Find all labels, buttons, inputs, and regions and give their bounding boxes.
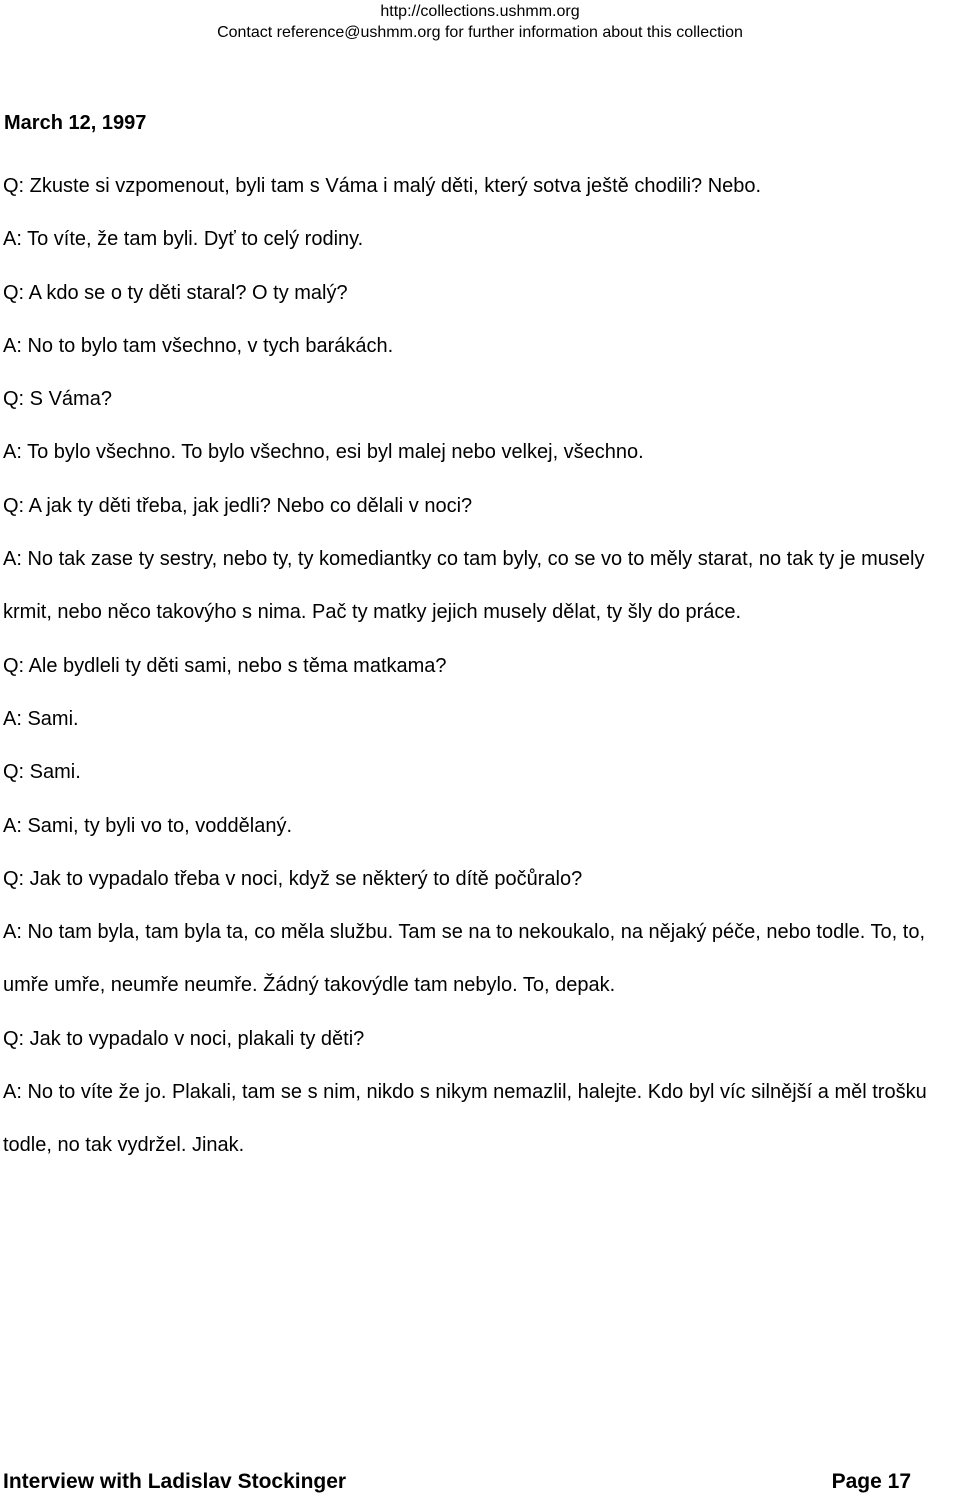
transcript-line: Q: Sami.: [3, 761, 81, 784]
transcript-line: Q: Zkuste si vzpomenout, byli tam s Váma i malý děti, který sotva ještě chodili? Nebo.: [3, 175, 762, 197]
transcript-line: Q: A kdo se o ty děti staral? O ty malý?: [3, 281, 348, 304]
transcript-line: A: No to víte že jo. Plakali, tam se s nim, nikdo s nikym nemazlil, halejte. Kdo byl víc silnější a měl trošku todle, no tak vydržel. Jinak.: [3, 1081, 927, 1157]
transcript-line: A: To víte, že tam byli. Dyť to celý rodiny.: [3, 228, 364, 251]
contact-note: Contact reference@ushmm.org for further information about this collection: [217, 24, 743, 41]
transcript-line: A: No to bylo tam všechno, v tych barákách.: [3, 334, 394, 357]
transcript-line: Q: Jak to vypadalo třeba v noci, když se některý to dítě počůralo?: [3, 867, 583, 890]
transcript-line: Q: Ale bydleli ty děti sami, nebo s těma matkama?: [3, 654, 447, 677]
interview-title: Interview with Ladislav Stockinger: [3, 1470, 347, 1493]
page-header: [0, 0, 960, 43]
transcript-line: A: Sami.: [3, 707, 79, 730]
transcript-line: Q: Jak to vypadalo v noci, plakali ty děti?: [3, 1027, 365, 1050]
transcript-line: A: No tak zase ty sestry, nebo ty, ty komediantky co tam byly, co se vo to měly starat, no tak ty je musely krmit, nebo něco takovýho s nima. Pač ty matky jejich musely dělat, ty šly do práce.: [3, 548, 925, 624]
transcript-line: A: To bylo všechno. To bylo všechno, esi byl malej nebo velkej, všechno.: [3, 441, 644, 464]
transcript-body: [3, 160, 959, 1173]
collection-url: http://collections.ushmm.org: [380, 3, 580, 20]
page-number: Page 17: [831, 1470, 911, 1493]
transcript-line: Q: A jak ty děti třeba, jak jedli? Nebo co dělali v noci?: [3, 494, 473, 517]
transcript-line: A: Sami, ty byli vo to, voddělaný.: [3, 814, 293, 837]
interview-date: March 12, 1997: [4, 112, 147, 134]
transcript-line: A: No tam byla, tam byla ta, co měla službu. Tam se na to nekoukalo, na nějaký péče, nebo todle. To, to, umře umře, neumře neumře. Žádný takovýdle tam nebylo. To, depak.: [3, 921, 926, 997]
transcript-line: Q: S Váma?: [3, 388, 112, 411]
